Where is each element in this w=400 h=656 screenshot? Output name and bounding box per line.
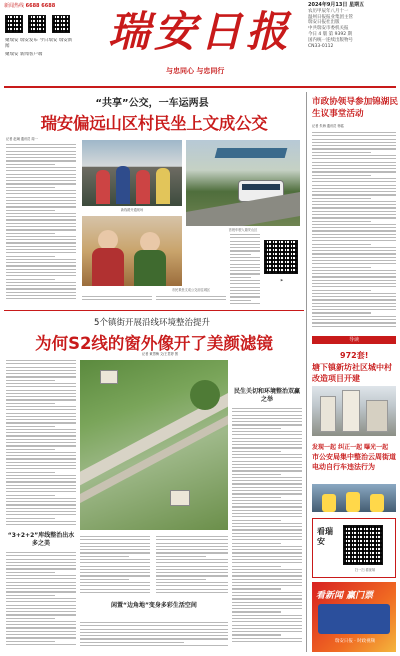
lead-body-col2 — [82, 296, 152, 306]
s2-subhead-3: 闲置“边角地”变身多彩生活空间 — [111, 602, 197, 609]
promo-footer-label: 瑞安日报 · 时政视频 — [334, 639, 376, 644]
masthead-qr-code-3[interactable] — [52, 15, 70, 33]
guide-item2-intro: 发现一起 纠正一起 曝光一起 — [312, 444, 389, 451]
masthead-rule — [4, 86, 396, 88]
sidebar-headline[interactable]: 市政协领导参加锦湖民生议事堂活动 — [312, 97, 398, 119]
s2-body-col3 — [232, 408, 302, 648]
s2-subhead-2: 民生关切和环境整治双赢之举 — [233, 388, 300, 403]
promo-left-label: 看瑞安 — [317, 527, 333, 546]
lead-headline[interactable]: 瑞安偏远山区村民坐上文成公交 — [40, 114, 268, 133]
promo-banner[interactable] — [312, 582, 396, 652]
s2-top-rule — [4, 310, 304, 311]
promo-qr-code[interactable] — [343, 525, 383, 565]
lead-byline: 记者 赵炯 通讯员 周一 — [6, 137, 38, 141]
guide-item1-photo[interactable] — [312, 386, 396, 436]
guide-item2-photo[interactable] — [312, 484, 396, 512]
lead-photo-3[interactable] — [82, 216, 182, 286]
s2-kicker: 5个镇街开展沿线环境整治提升 — [94, 318, 210, 328]
guide-item1-title[interactable]: 塘下镇新坊社区城中村改造项目开建 — [312, 363, 392, 383]
lead-photo-caption-1: 新线路开通现场 — [120, 208, 144, 212]
s2-body-col2b — [156, 536, 228, 598]
masthead — [0, 0, 400, 92]
app-labels-2: 聚瑞安 新闻客户端 — [5, 52, 43, 57]
guide-item1-count: 972套! — [340, 351, 369, 360]
lead-body-col3 — [156, 296, 226, 306]
lead-photo-1[interactable] — [82, 140, 182, 206]
issue-date: 2024年9月13日 星期五 — [308, 2, 365, 8]
promo-qr-caption: 扫一扫 看视频 — [354, 568, 376, 572]
masthead-qr-code-1[interactable] — [5, 15, 23, 33]
masthead-qr-code-2[interactable] — [28, 15, 46, 33]
masthead-title: 瑞安日报 — [108, 7, 293, 56]
lead-body-col1 — [6, 144, 76, 304]
issue-info: 2024年9月13日 星期五 农历甲辰年八月十一 温州日报报业集团主管 瑞安日报社出版 中共瑞安市委机关报 今日 4 版 第 9392 期 国内统一连续出版物号 CN33-0112 — [308, 3, 396, 49]
lead-photo-caption-3: 市民乘坐文成公交前往城区 — [171, 288, 211, 292]
lead-qr-code[interactable] — [264, 240, 298, 274]
lead-body-col4 — [230, 234, 260, 304]
column-divider — [306, 92, 307, 652]
s2-body-col1 — [6, 360, 76, 530]
lead-photo-2[interactable] — [186, 140, 300, 226]
guide-label: 导读 — [312, 336, 396, 344]
s2-photo[interactable] — [80, 360, 228, 530]
promo-banner-text: 看新闻 赢门票 — [316, 591, 374, 601]
sidebar-body — [312, 132, 396, 332]
lead-qr-caption: ▶ — [280, 278, 284, 282]
lead-photo-caption-2: 首班车驶入瑞安山区 — [228, 228, 258, 232]
promo-box — [312, 518, 396, 578]
hotline: 新闻热线 6688 6688 — [4, 3, 56, 9]
masthead-slogan: 与忠同心 与忠同行 — [166, 67, 225, 75]
s2-body-col2 — [80, 536, 150, 598]
s2-subhead-1: “3+2+2”库线整治出水多之美 — [7, 532, 75, 547]
s2-byline: 记者 黄思梅 文/王君婷 图 — [142, 352, 178, 356]
app-labels: 聚瑞安 瑞安发布 今日瑞安 瑞安新闻 — [5, 38, 73, 49]
sidebar-byline: 记者 朱海 通讯员 杨铭 — [312, 124, 344, 128]
hotline-number: 6688 6688 — [25, 3, 56, 9]
issue-number: 今日 4 版 第 9392 期 — [308, 31, 352, 37]
s2-body-col2c — [80, 622, 228, 648]
guide-item2-title[interactable]: 市公安局集中整治云周街道电动自行车违法行为 — [312, 453, 396, 471]
s2-body-col1b — [6, 552, 76, 648]
s2-headline[interactable]: 为何S2线的窗外像开了美颜滤镜 — [35, 334, 273, 353]
lead-kicker: “共享”公交，一车运两县 — [95, 98, 209, 109]
